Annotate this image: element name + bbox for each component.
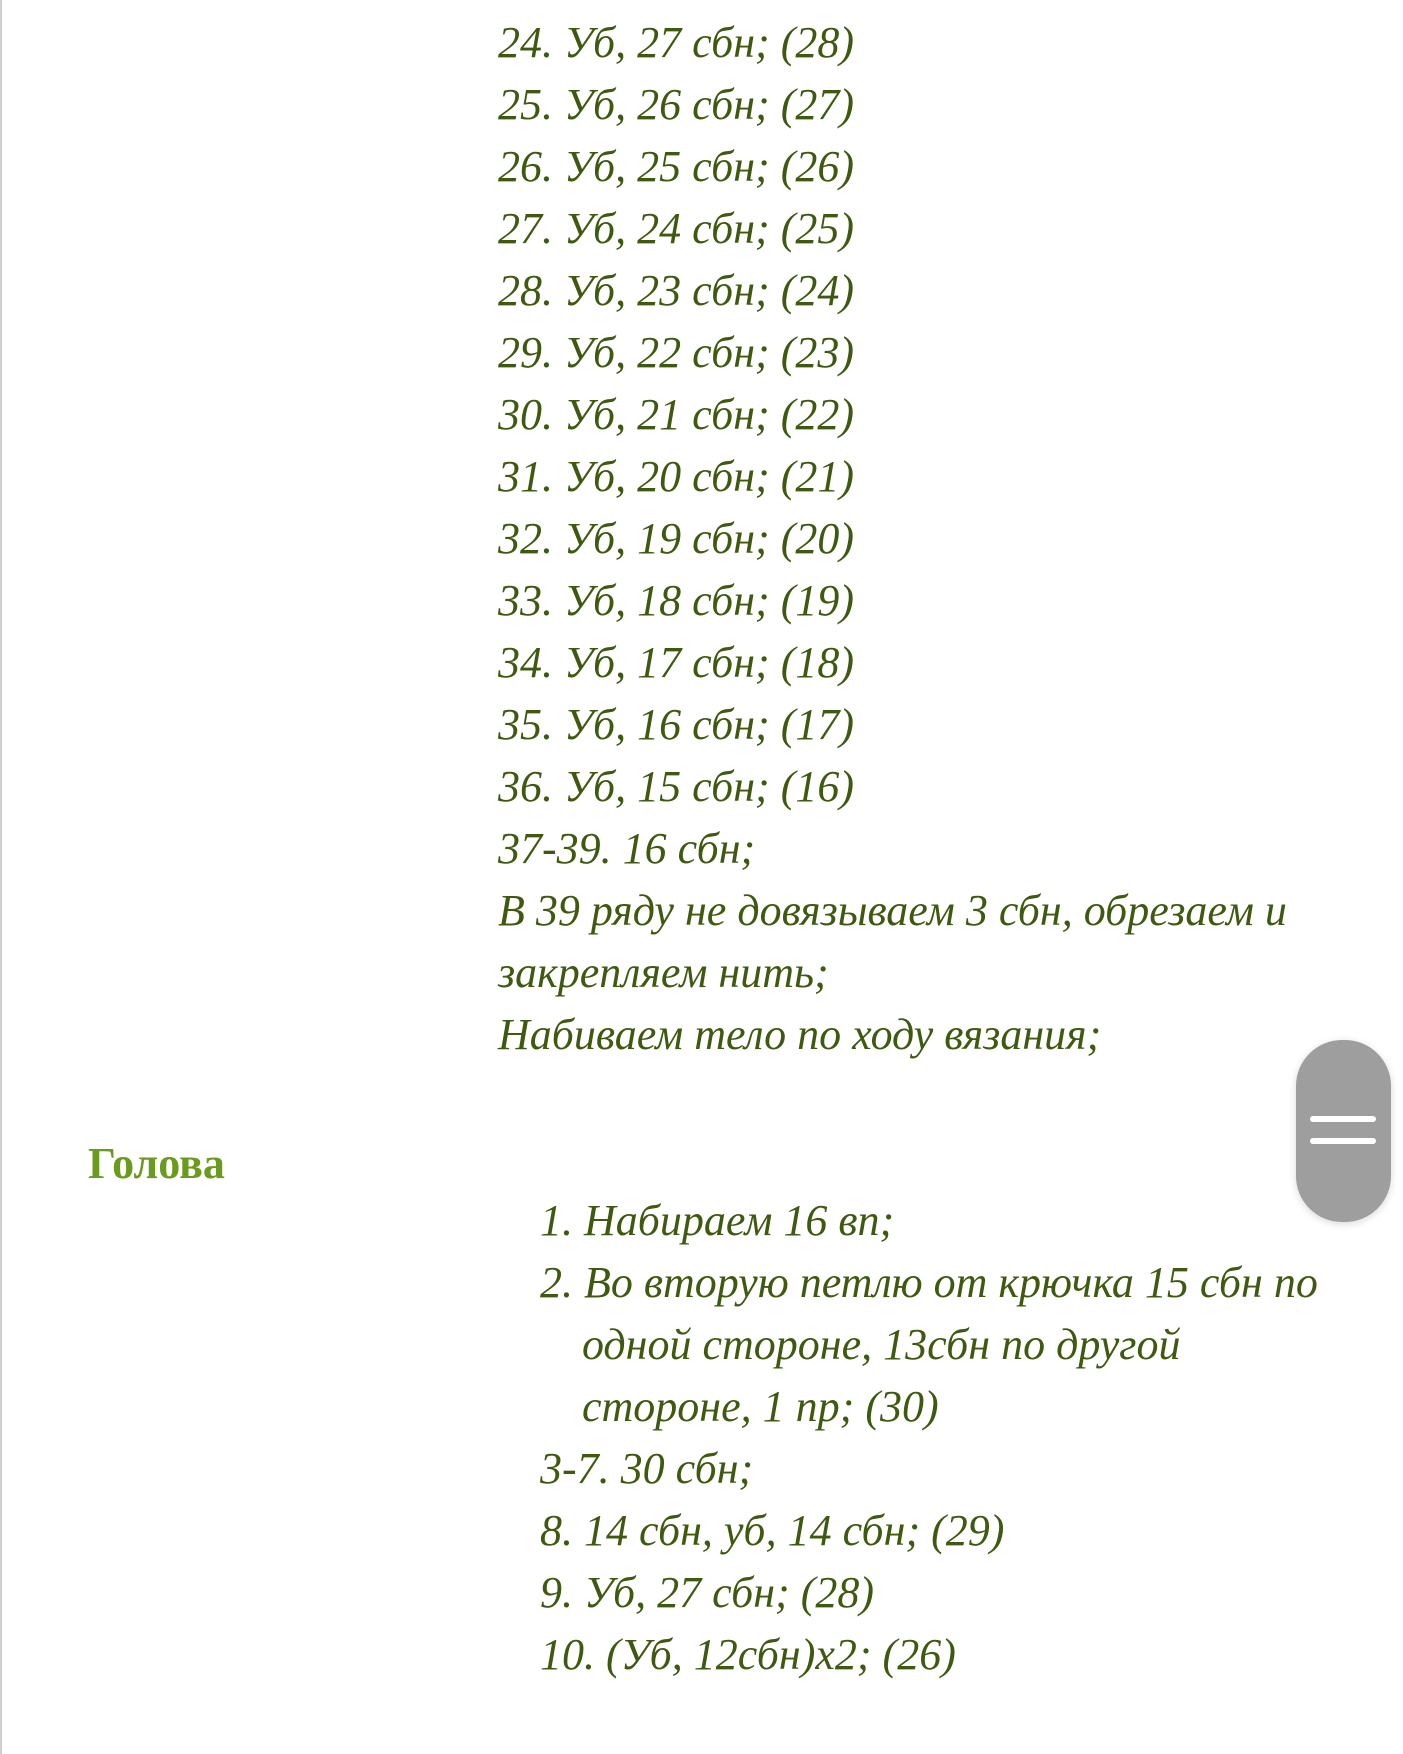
list-item: 10. (Уб, 12сбн)х2; (26) (540, 1630, 956, 1679)
list-item: 28. Уб, 23 сбн; (24) (498, 266, 855, 315)
list-item: 3-7. 30 сбн; (540, 1444, 754, 1493)
scroll-handle[interactable] (1296, 1040, 1391, 1222)
list-item: 8. 14 сбн, уб, 14 сбн; (29) (540, 1506, 1005, 1555)
list-item: 2. Во вторую петлю от крючка 15 сбн по одной стороне, 13сбн по другой стороне, 1 пр; (30) (540, 1258, 1318, 1431)
finish-note: В 39 ряду не довязываем 3 сбн, обрезаем и закрепляем нить; (498, 886, 1287, 997)
section-title-head: Голова (88, 1139, 225, 1188)
list-item: 25. Уб, 26 сбн; (27) (498, 80, 855, 129)
head-rows-list (540, 1190, 1330, 1686)
list-item: 27. Уб, 24 сбн; (25) (498, 204, 855, 253)
list-item: 1. Набираем 16 вп; (540, 1196, 895, 1245)
body-rows-list (498, 12, 1358, 1066)
list-item: 35. Уб, 16 сбн; (17) (498, 700, 855, 749)
list-item: 24. Уб, 27 сбн; (28) (498, 18, 855, 67)
list-item: 33. Уб, 18 сбн; (19) (498, 576, 855, 625)
list-item: 31. Уб, 20 сбн; (21) (498, 452, 855, 501)
list-item: 36. Уб, 15 сбн; (16) (498, 762, 855, 811)
drag-handle-icon (1310, 1138, 1376, 1144)
list-item: 29. Уб, 22 сбн; (23) (498, 328, 855, 377)
list-item: 32. Уб, 19 сбн; (20) (498, 514, 855, 563)
drag-handle-icon (1310, 1116, 1376, 1122)
list-item: 37-39. 16 сбн; (498, 824, 756, 873)
list-item: 9. Уб, 27 сбн; (28) (540, 1568, 875, 1617)
list-item: 26. Уб, 25 сбн; (26) (498, 142, 855, 191)
list-item: 34. Уб, 17 сбн; (18) (498, 638, 855, 687)
stuffing-note: Набиваем тело по ходу вязания; (498, 1010, 1102, 1059)
list-item: 30. Уб, 21 сбн; (22) (498, 390, 855, 439)
page-left-border (0, 0, 2, 1754)
